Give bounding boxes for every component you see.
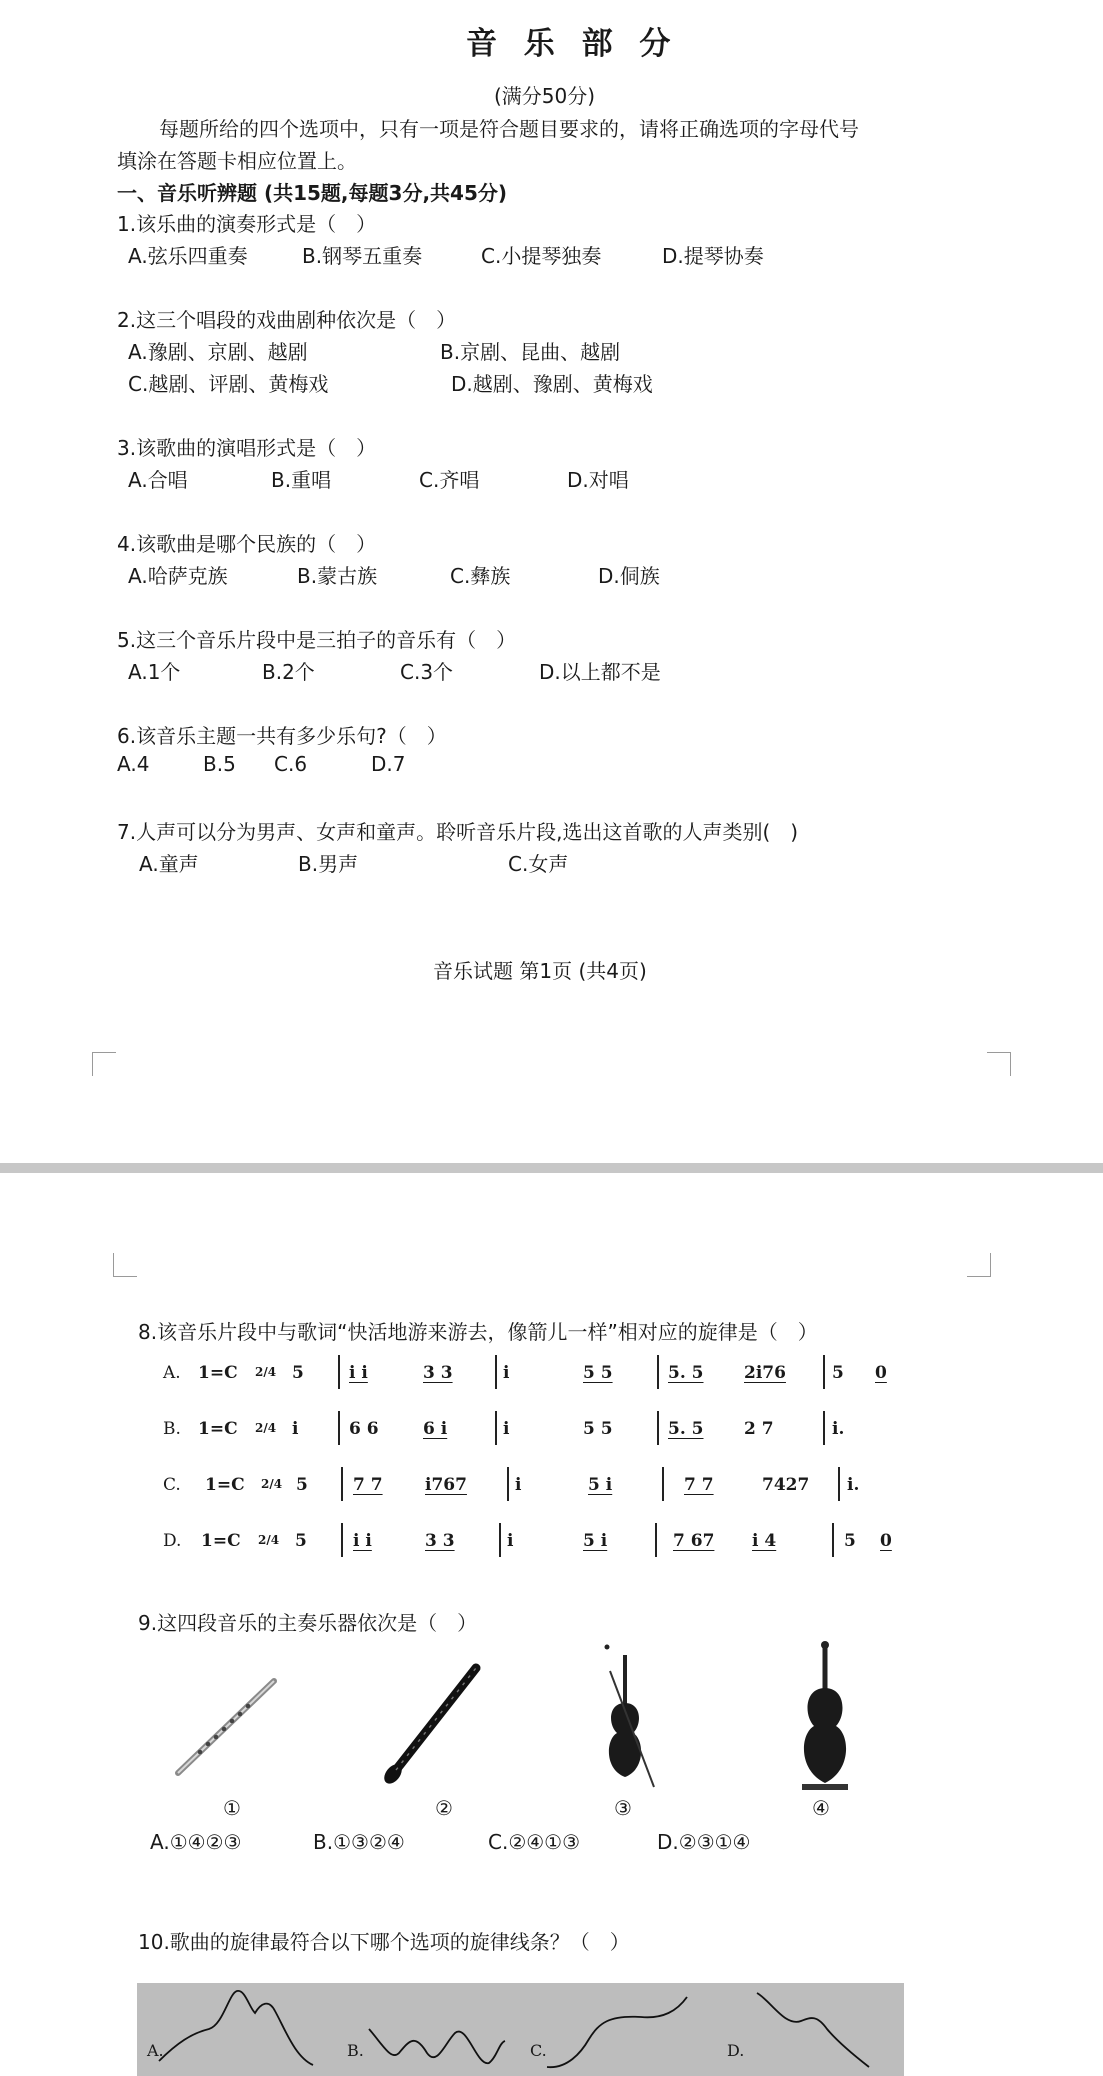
instrument-label-2: ② <box>435 1796 453 1820</box>
option-c[interactable]: C.3个 <box>400 660 454 684</box>
barline <box>495 1355 497 1389</box>
option-b[interactable]: B.钢琴五重奏 <box>302 244 423 268</box>
option-c[interactable]: C.越剧、评剧、黄梅戏 <box>128 372 329 396</box>
key-signature: 1=C <box>201 1531 241 1551</box>
option-a[interactable]: A.哈萨克族 <box>128 564 228 588</box>
question-stem: 1.该乐曲的演奏形式是（ ） <box>117 212 377 236</box>
option-b[interactable]: B.京剧、昆曲、越剧 <box>440 340 621 364</box>
note-group: i i <box>349 1363 368 1383</box>
barline <box>657 1355 659 1389</box>
crop-mark <box>113 1253 137 1277</box>
key-signature: 1=C <box>198 1363 238 1383</box>
instrument-label-1: ① <box>223 1796 241 1820</box>
clarinet-icon <box>376 1658 486 1788</box>
contour-option-a[interactable]: A. <box>147 2041 164 2060</box>
option-c[interactable]: C.②④①③ <box>488 1830 581 1854</box>
cello-icon <box>790 1638 860 1793</box>
barline <box>495 1411 497 1445</box>
note-group: 7 67 <box>673 1531 715 1551</box>
melody-contour-strip <box>137 1983 904 2076</box>
flute-icon <box>170 1673 280 1783</box>
question-stem: 2.这三个唱段的戏曲剧种依次是（ ） <box>117 308 457 332</box>
question-stem: 9.这四段音乐的主奏乐器依次是（ ） <box>138 1611 478 1635</box>
option-label: D. <box>163 1531 182 1551</box>
key-signature: 1=C <box>205 1475 245 1495</box>
instrument-label-4: ④ <box>812 1796 830 1820</box>
note-group: 7427 <box>762 1475 810 1495</box>
note-group: i 4 <box>752 1531 777 1551</box>
option-b[interactable]: B.蒙古族 <box>297 564 378 588</box>
question-stem: 6.该音乐主题一共有多少乐句?（ ） <box>117 724 447 748</box>
option-c[interactable]: C.小提琴独奏 <box>481 244 602 268</box>
barline <box>338 1411 340 1445</box>
option-d[interactable]: D.提琴协奏 <box>662 244 764 268</box>
key-signature: 1=C <box>198 1419 238 1439</box>
barline <box>823 1355 825 1389</box>
barline <box>832 1523 834 1557</box>
note-group: i. <box>832 1419 845 1439</box>
note-group: 5 5 <box>583 1419 613 1439</box>
note-group: 5 <box>296 1475 308 1495</box>
barline <box>838 1467 840 1501</box>
note-group: 2 7 <box>744 1419 774 1439</box>
note-group: 5 5 <box>583 1363 613 1383</box>
note-group: 5. 5 <box>668 1363 704 1383</box>
time-signature: 2/4 <box>255 1365 277 1379</box>
option-label: A. <box>163 1363 181 1383</box>
note-group: 3 3 <box>425 1531 455 1551</box>
option-label: B. <box>163 1419 181 1439</box>
barline <box>341 1467 343 1501</box>
note-group: 5 i <box>583 1531 608 1551</box>
note-group: 6 6 <box>349 1419 379 1439</box>
question-stem: 4.该歌曲是哪个民族的（ ） <box>117 532 377 556</box>
option-d[interactable]: D.7 <box>371 752 406 776</box>
instructions-line-1: 每题所给的四个选项中，只有一项是符合题目要求的，请将正确选项的字母代号 <box>159 117 859 141</box>
option-a[interactable]: A.合唱 <box>128 468 188 492</box>
instructions-line-2: 填涂在答题卡相应位置上。 <box>117 149 357 173</box>
full-score: (满分50分) <box>494 84 596 108</box>
option-c[interactable]: C.齐唱 <box>419 468 480 492</box>
note-group: 7 7 <box>353 1475 383 1495</box>
time-signature: 2/4 <box>258 1533 280 1547</box>
melody-contour-lines <box>137 1983 904 2076</box>
barline <box>338 1355 340 1389</box>
contour-option-d[interactable]: D. <box>727 2041 745 2060</box>
question-stem: 8.该音乐片段中与歌词“快活地游来游去，像箭儿一样”相对应的旋律是（ ） <box>138 1320 818 1344</box>
note-group: 5 <box>292 1363 304 1383</box>
section-heading: 一、音乐听辨题 (共15题,每题3分,共45分) <box>117 181 508 205</box>
option-c[interactable]: C.彝族 <box>450 564 511 588</box>
note-group: i <box>515 1475 522 1495</box>
note-group: 5 i <box>588 1475 613 1495</box>
note-group: 0 <box>880 1531 892 1551</box>
contour-option-c[interactable]: C. <box>530 2041 547 2060</box>
barline <box>657 1411 659 1445</box>
time-signature: 2/4 <box>255 1421 277 1435</box>
option-d[interactable]: D.以上都不是 <box>539 660 661 684</box>
option-c[interactable]: C.6 <box>274 752 308 776</box>
option-b[interactable]: B.重唱 <box>271 468 332 492</box>
note-group: i <box>292 1419 299 1439</box>
note-group: i <box>503 1419 510 1439</box>
note-group: 3 3 <box>423 1363 453 1383</box>
barline <box>655 1523 657 1557</box>
option-b[interactable]: B.2个 <box>262 660 315 684</box>
note-group: i <box>507 1531 514 1551</box>
note-group: 7 7 <box>684 1475 714 1495</box>
option-a[interactable]: A.1个 <box>128 660 181 684</box>
page-footer: 音乐试题 第1页 (共4页) <box>433 959 647 983</box>
option-a[interactable]: A.豫剧、京剧、越剧 <box>128 340 308 364</box>
question-stem: 5.这三个音乐片段中是三拍子的音乐有（ ） <box>117 628 517 652</box>
option-d[interactable]: D.对唱 <box>567 468 629 492</box>
note-group: 6 i <box>423 1419 448 1439</box>
barline <box>662 1467 664 1501</box>
option-b[interactable]: B.5 <box>203 752 236 776</box>
time-signature: 2/4 <box>261 1477 283 1491</box>
option-a[interactable]: A.弦乐四重奏 <box>128 244 248 268</box>
barline <box>341 1523 343 1557</box>
note-group: 2i76 <box>744 1363 786 1383</box>
barline <box>823 1411 825 1445</box>
crop-mark <box>967 1253 991 1277</box>
crop-mark <box>987 1052 1011 1076</box>
note-group: 5. 5 <box>668 1419 704 1439</box>
option-a[interactable]: A.4 <box>117 752 150 776</box>
note-group: 5 <box>844 1531 856 1551</box>
page-title: 音 乐 部 分 <box>466 26 679 62</box>
question-stem: 10.歌曲的旋律最符合以下哪个选项的旋律线条？（ ） <box>138 1930 630 1954</box>
question-stem: 7.人声可以分为男声、女声和童声。聆听音乐片段,选出这首歌的人声类别( ) <box>117 820 799 844</box>
option-d[interactable]: D.越剧、豫剧、黄梅戏 <box>451 372 653 396</box>
option-d[interactable]: D.侗族 <box>598 564 660 588</box>
barline <box>507 1467 509 1501</box>
crop-mark <box>92 1052 116 1076</box>
exam-page-2 <box>0 1173 1103 2076</box>
question-stem: 3.该歌曲的演唱形式是（ ） <box>117 436 377 460</box>
note-group: i <box>503 1363 510 1383</box>
barline <box>499 1523 501 1557</box>
option-d[interactable]: D.②③①④ <box>657 1830 751 1854</box>
note-group: 5 <box>295 1531 307 1551</box>
contour-option-b[interactable]: B. <box>347 2041 364 2060</box>
option-b[interactable]: B.男声 <box>298 852 359 876</box>
note-group: i767 <box>425 1475 467 1495</box>
option-a[interactable]: A.①④②③ <box>150 1830 242 1854</box>
option-c[interactable]: C.女声 <box>508 852 569 876</box>
instrument-label-3: ③ <box>614 1796 632 1820</box>
note-group: 5 <box>832 1363 844 1383</box>
note-group: i. <box>847 1475 860 1495</box>
note-group: 0 <box>875 1363 887 1383</box>
note-group: i i <box>353 1531 372 1551</box>
option-label: C. <box>163 1475 181 1495</box>
page-separator <box>0 1163 1103 1173</box>
option-a[interactable]: A.童声 <box>139 852 199 876</box>
option-b[interactable]: B.①③②④ <box>313 1830 405 1854</box>
violin-icon <box>592 1641 662 1791</box>
